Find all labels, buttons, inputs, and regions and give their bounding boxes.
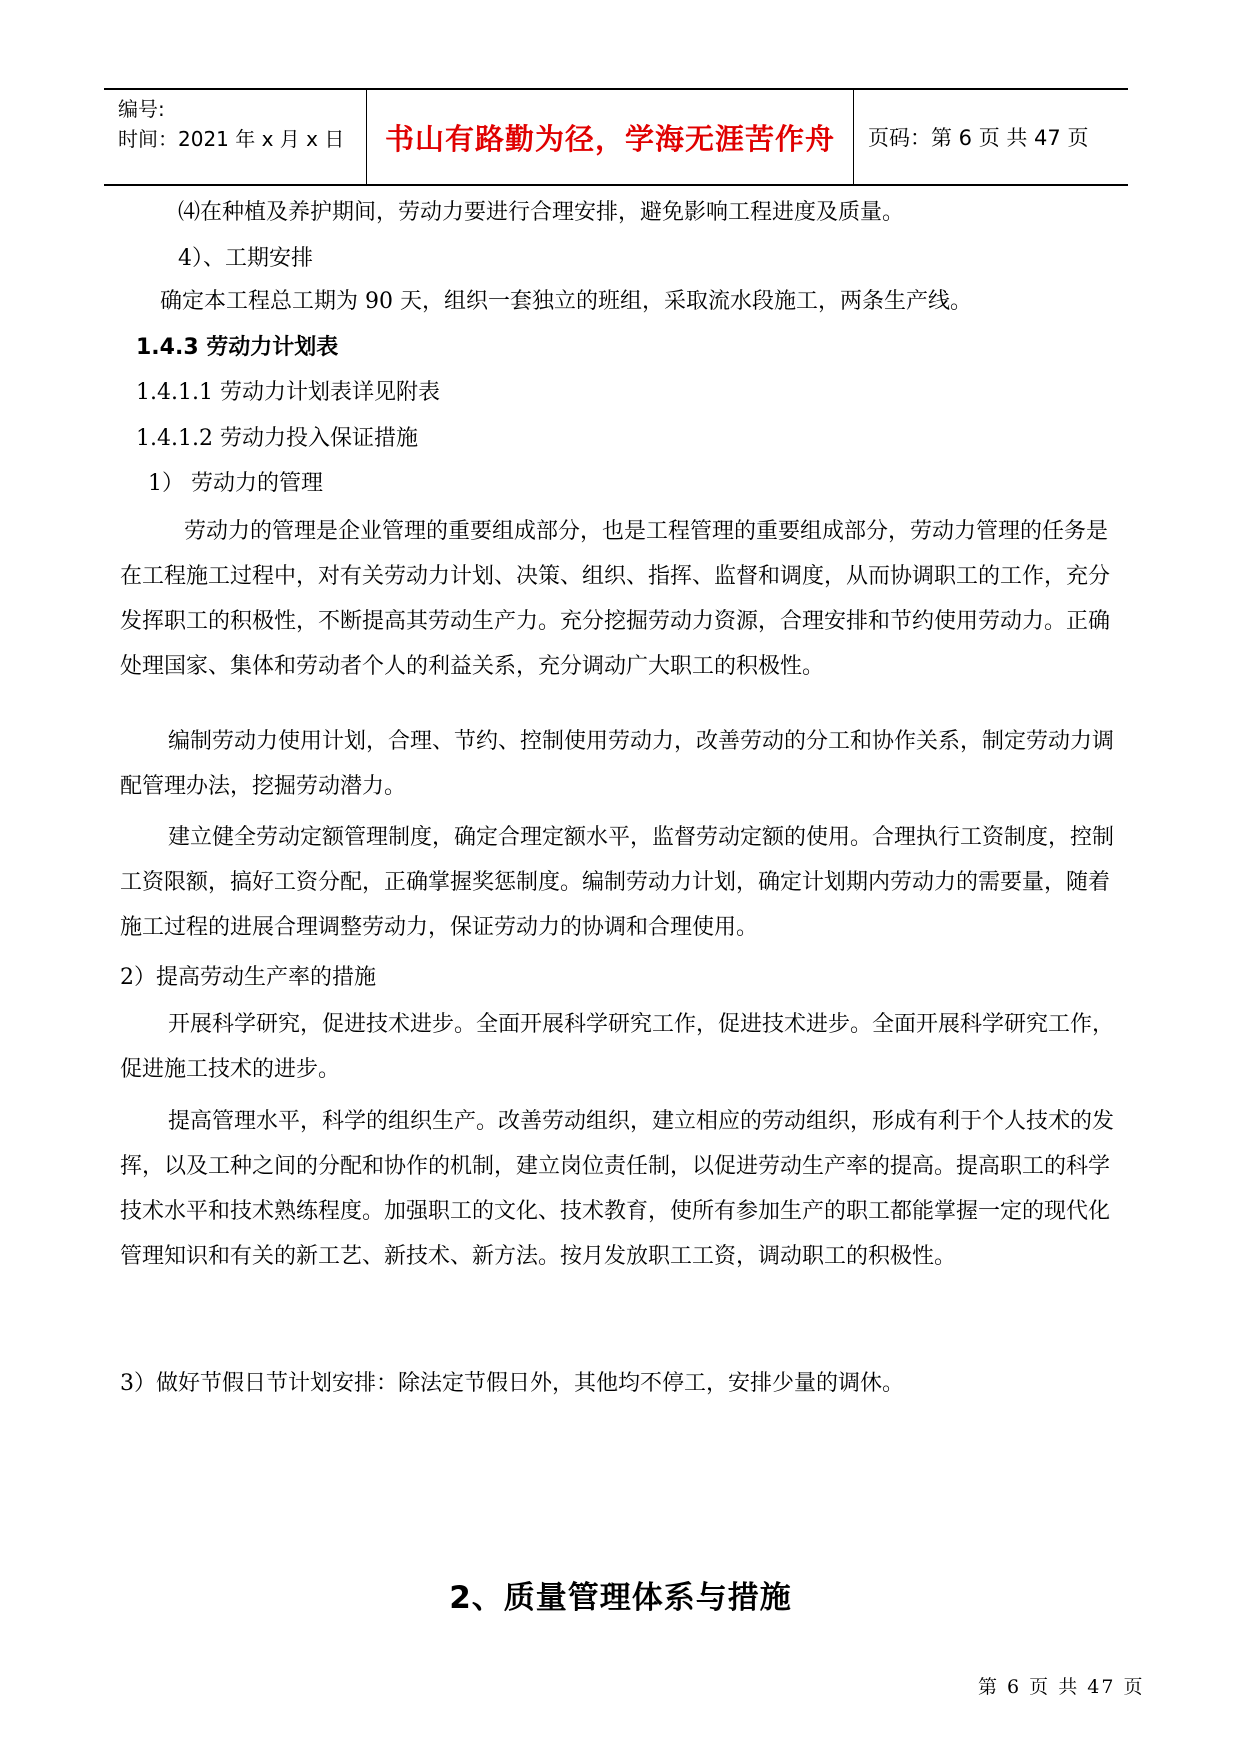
document-time-label: 时间：2021 年 x 月 x 日 <box>118 127 345 151</box>
text-line: ⑷在种植及养护期间，劳动力要进行合理安排，避免影响工程进度及质量。 <box>178 200 905 225</box>
header-motto: 书山有路勤为径，学海无涯苦作舟 <box>384 121 835 156</box>
document-number-label: 编号: <box>118 97 165 121</box>
paragraph: 开展科学研究，促进技术进步。全面开展科学研究工作，促进技术进步。全面开展科学研究工作，促进施工技术的进步。 <box>120 1012 1115 1082</box>
paragraph: 建立健全劳动定额管理制度，确定合理定额水平，监督劳动定额的使用。合理执行工资制度，控制工资限额，搞好工资分配，正确掌握奖惩制度。编制劳动力计划，确定计划期内劳动力的需要量，随着施工过程的进展合理调整劳动力，保证劳动力的协调和合理使用。 <box>120 825 1115 940</box>
heading-1-4-3: 1.4.3 劳动力计划表 <box>136 335 339 360</box>
subheading-holiday-plan: 3）做好节假日节计划安排：除法定节假日外，其他均不停工，安排少量的调休。 <box>120 1371 904 1396</box>
subheading-productivity: 2）提高劳动生产率的措施 <box>120 965 376 990</box>
header-left-cell <box>104 90 367 184</box>
paragraph: 提高管理水平，科学的组织生产。改善劳动组织，建立相应的劳动组织，形成有利于个人技术的发挥，以及工种之间的分配和协作的机制，建立岗位责任制，以促进劳动生产率的提高。提高职工的科学技术水平和技术熟练程度。加强职工的文化、技术教育，使所有参加生产的职工都能掌握一定的现代化管理知识和有关的新工艺、新技术、新方法。按月发放职工工资，调动职工的积极性。 <box>120 1109 1115 1269</box>
header-table <box>104 88 1128 186</box>
subheading-schedule: 4）、工期安排 <box>178 246 313 271</box>
paragraph: 劳动力的管理是企业管理的重要组成部分，也是工程管理的重要组成部分，劳动力管理的任务是在工程施工过程中，对有关劳动力计划、决策、组织、指挥、监督和调度，从而协调职工的工作，充分发挥职工的积极性，不断提高其劳动生产力。充分挖掘劳动力资源，合理安排和节约使用劳动力。正确处理国家、集体和劳动者个人的利益关系，充分调动广大职工的积极性。 <box>120 519 1111 679</box>
paragraph: 编制劳动力使用计划，合理、节约、控制使用劳动力，改善劳动的分工和协作关系，制定劳动力调配管理办法，挖掘劳动潜力。 <box>120 729 1115 799</box>
page-footer: 第 6 页 共 47 页 <box>978 1676 1145 1698</box>
header-page-label: 页码：第 6 页 共 47 页 <box>868 126 1089 150</box>
section-title: 2、质量管理体系与措施 <box>449 1580 792 1616</box>
text-line: 确定本工程总工期为 90 天，组织一套独立的班组，采取流水段施工，两条生产线。 <box>160 289 972 314</box>
heading-1-4-1-2: 1.4.1.2 劳动力投入保证措施 <box>136 426 418 451</box>
heading-1-4-1-1: 1.4.1.1 劳动力计划表详见附表 <box>136 380 440 405</box>
subheading-labor-management: 1） 劳动力的管理 <box>148 471 323 496</box>
header-page-cell <box>854 90 1128 184</box>
header-motto-cell <box>367 90 854 184</box>
